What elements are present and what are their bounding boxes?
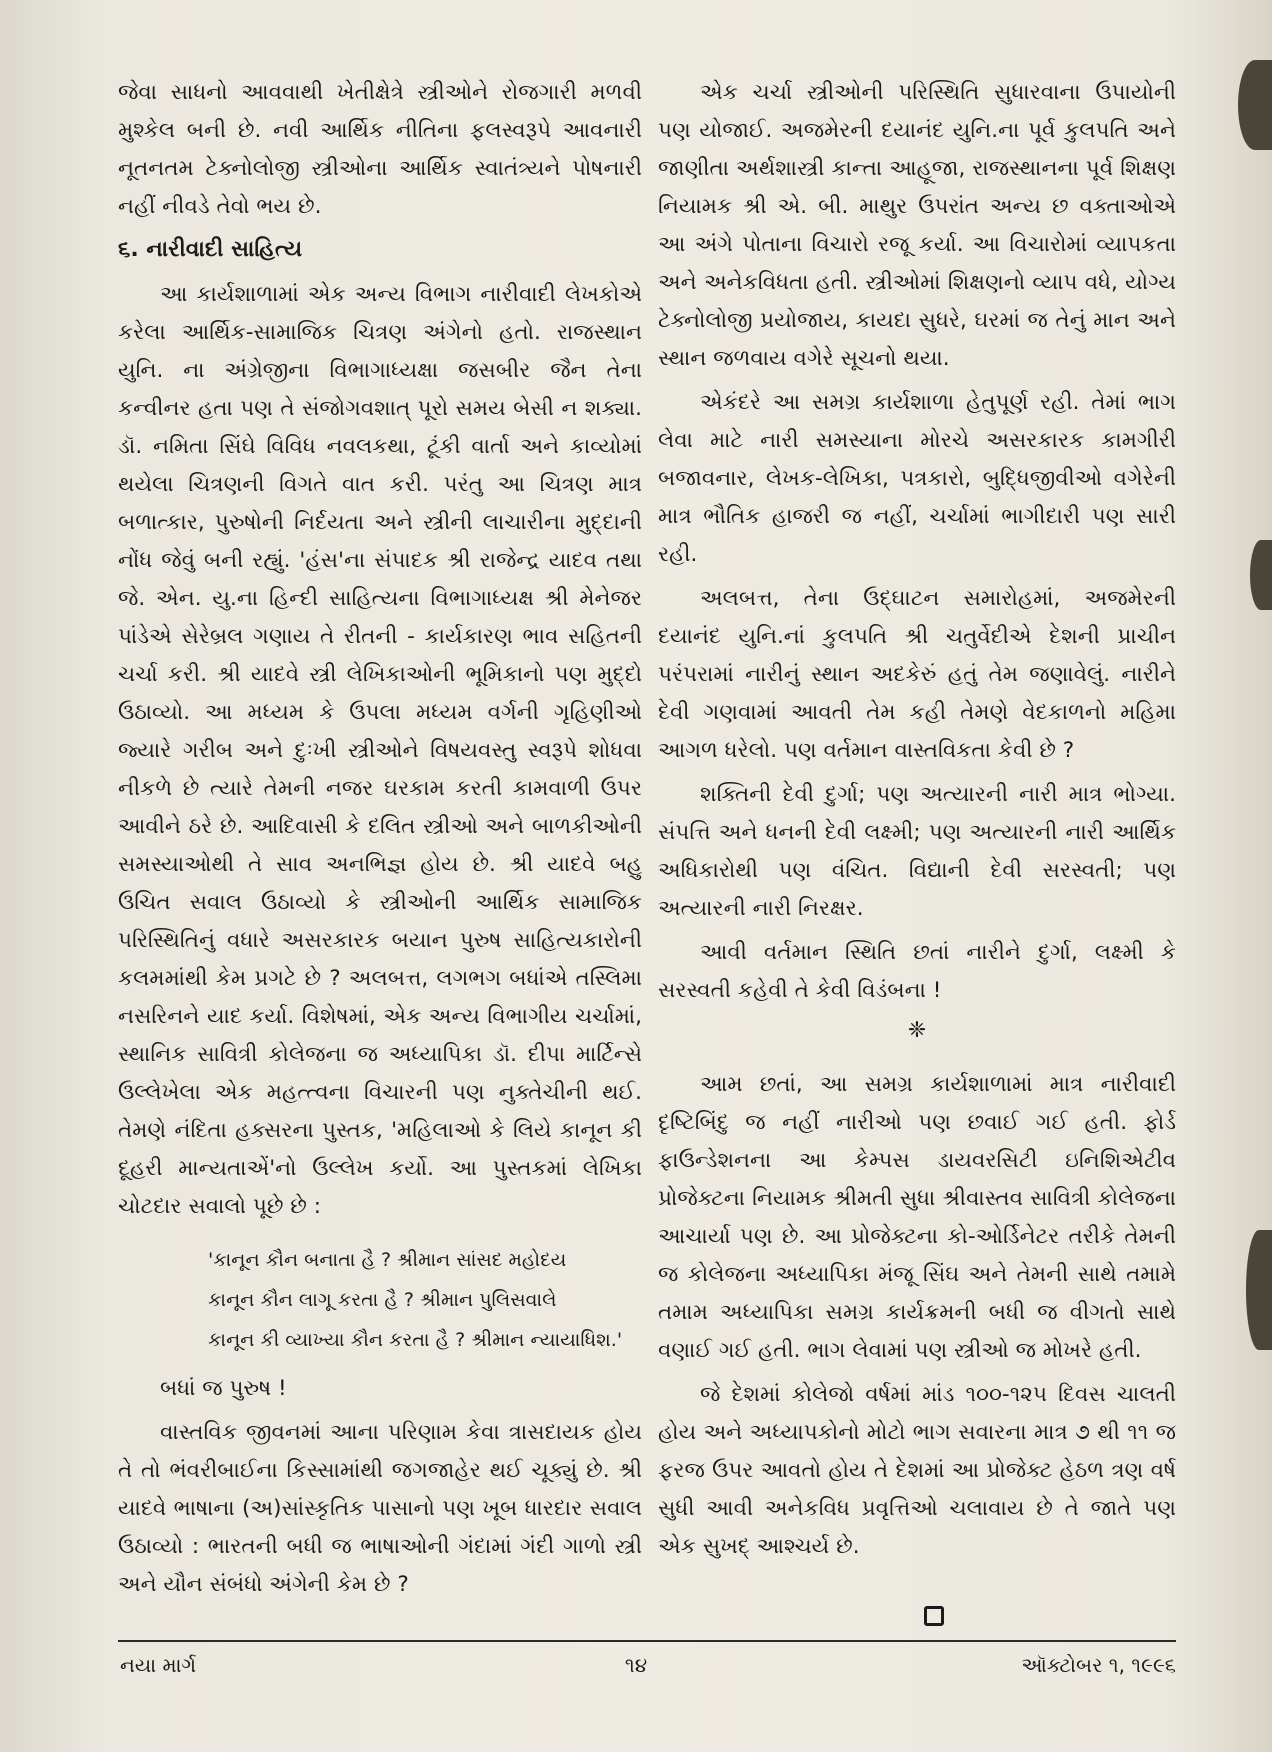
paragraph: વાસ્તવિક જીવનમાં આના પરિણામ કેવા ત્રાસદાયક હોય તે તો ભંવરીબાઈના કિસ્સામાંથી જગજાહેર થઈ ચૂક્યું છે. શ્રી યાદવે ભાષાના (અ)સાંસ્કૃતિક પાસાનો પણ ખૂબ ધારદાર સવાલ ઉઠાવ્યો : ભારતની બધી જ ભાષાઓની ગંદામાં ગંદી ગાળો સ્ત્રી અને યૌન સંબંધો અંગેની કેમ છે ? [118,1420,642,1597]
section-divider-ornament: ❈ [907,1018,927,1043]
footer-rule [118,1640,1176,1642]
paragraph: આવી વર્તમાન સ્થિતિ છતાં નારીને દુર્ગા, લક્ષ્મી કે સરસ્વતી કહેવી તે કેવી વિડંબના ! [658,940,1176,1003]
end-of-article-box [924,1606,944,1626]
paragraph: એક ચર્ચા સ્ત્રીઓની પરિસ્થિતિ સુધારવાના ઉપાયોની પણ યોજાઈ. અજમેરની દયાનંદ યુનિ.ના પૂર્વ કુલપતિ અને જાણીતા અર્થશાસ્ત્રી કાન્તા આહૂજા, રાજસ્થાનના પૂર્વ શિક્ષણ નિયામક શ્રી એ. બી. માથુર ઉપરાંત અન્ય છ વક્તાઓએ આ અંગે પોતાના વિચારો રજૂ કર્યા. આ વિચારોમાં વ્યાપકતા અને અનેકવિધતા હતી. સ્ત્રીઓમાં શિક્ષણનો વ્યાપ વધે, યોગ્ય ટેક્નોલોજી પ્રયોજાય, કાયદા સુધરે, ઘરમાં જ તેનું માન અને સ્થાન જળવાય વગેરે સૂચનો થયા. [658,80,1176,371]
emphasis-line: બધાં જ પુરુષ ! [160,1376,287,1401]
section-heading: ૬. નારીવાદી સાહિત્ય [118,237,303,262]
footer-date: ઑક્ટોબર ૧, ૧૯૯૬ [1021,1653,1176,1677]
paper-tear-mark [1238,60,1272,150]
quote-line: કાનૂન કૌન લાગૂ કરતા હૈ ? શ્રીમાન પુલિસવાલે [208,1289,557,1311]
paragraph: જે દેશમાં કોલેજો વર્ષમાં માંડ ૧૦૦-૧૨૫ દિવસ ચાલતી હોય અને અધ્યાપકોનો મોટો ભાગ સવારના માત્ર ૭ થી ૧૧ જ ફરજ ઉપર આવતો હોય તે દેશમાં આ પ્રોજેક્ટ હેઠળ ત્રણ વર્ષ સુધી આવી અનેકવિધ પ્રવૃત્તિઓ ચલાવાય છે તે જાતે પણ એક સુખદ્ આશ્ચર્ય છે. [658,1382,1176,1559]
paragraph: આમ છતાં, આ સમગ્ર કાર્યશાળામાં માત્ર નારીવાદી દૃષ્ટિબિંદુ જ નહીં નારીઓ પણ છવાઈ ગઈ હતી. ફોર્ડ ફાઉન્ડેશનના આ કેમ્પસ ડાયવરસિટી ઇનિશિએટીવ પ્રોજેક્ટના નિયામક શ્રીમતી સુધા શ્રીવાસ્તવ સાવિત્રી કોલેજના આચાર્યા પણ છે. આ પ્રોજેક્ટના કો-ઓર્ડિનેટર તરીકે તેમની જ કોલેજના અધ્યાપિકા મંજૂ સિંઘ અને તેમની સાથે તમામે તમામ અધ્યાપિકા સમગ્ર કાર્યક્રમની બધી જ વીગતો સાથે વણાઈ ગઈ હતી. ભાગ લેવામાં પણ સ્ત્રીઓ જ મોખરે હતી. [658,1072,1176,1363]
paragraph: આ કાર્યશાળામાં એક અન્ય વિભાગ નારીવાદી લેખકોએ કરેલા આર્થિક-સામાજિક ચિત્રણ અંગેનો હતો. રાજસ્થાન યુનિ. ના અંગ્રેજીના વિભાગાધ્યક્ષા જસબીર જૈન તેના કન્વીનર હતા પણ તે સંજોગવશાત્ પૂરો સમય બેસી ન શક્યા. ડૉ. નમિતા સિંઘે વિવિધ નવલકથા, ટૂંકી વાર્તા અને કાવ્યોમાં થયેલા ચિત્રણની વિગતે વાત કરી. પરંતુ આ ચિત્રણ માત્ર બળાત્કાર, પુરુષોની નિર્દયતા અને સ્ત્રીની લાચારીના મુદ્દાની નોંધ જેવું બની રહ્યું. 'હંસ'ના સંપાદક શ્રી રાજેન્દ્ર યાદવ તથા જે. એન. યુ.ના હિન્દી સાહિત્યના વિભાગાધ્યક્ષ શ્રી મેનેજર પાંડેએ સેરેબ્રલ ગણાય તે રીતની - કાર્યકારણ ભાવ સહિતની ચર્ચા કરી. શ્રી યાદવે સ્ત્રી લેખિકાઓની ભૂમિકાનો પણ મુદ્દો ઉઠાવ્યો. આ મધ્યમ કે ઉપલા મધ્યમ વર્ગની ગૃહિણીઓ જ્યારે ગરીબ અને દુઃખી સ્ત્રીઓને વિષયવસ્તુ સ્વરૂપે શોધવા નીકળે છે ત્યારે તેમની નજર ઘરકામ કરતી કામવાળી ઉપર આવીને ઠરે છે. આદિવાસી કે દલિત સ્ત્રીઓ અને બાળકીઓની સમસ્યાઓથી તે સાવ અનભિજ્ઞ હોય છે. શ્રી યાદવે બહુ ઉચિત સવાલ ઉઠાવ્યો કે સ્ત્રીઓની આર્થિક સામાજિક પરિસ્થિતિનું વધારે અસરકારક બયાન પુરુષ સાહિત્યકારોની કલમમાંથી કેમ પ્રગટે છે ? અલબત્ત, લગભગ બધાંએ તસ્લિમા નસરિનને યાદ કર્યા. વિશેષમાં, એક અન્ય વિભાગીય ચર્ચામાં, સ્થાનિક સાવિત્રી કોલેજના જ અધ્યાપિકા ડૉ. દીપા માર્ટિન્સે ઉલ્લેખેલા એક મહત્ત્વના વિચારની પણ નુક્તેચીની થઈ. તેમણે નંદિતા હક્સરના પુસ્તક, 'મહિલાઓ કે લિયે કાનૂન કી દૂહરી માન્યતાએં'નો ઉલ્લેખ કર્યો. આ પુસ્તકમાં લેખિકા ચોટદાર સવાલો પૂછે છે : [118,282,642,1219]
paper-tear-mark [1246,1230,1272,1350]
left-column [118,74,642,1610]
paragraph: અલબત્ત, તેના ઉદ્ઘાટન સમારોહમાં, અજમેરની દયાનંદ યુનિ.નાં કુલપતિ શ્રી ચતુર્વેદીએ દેશની પ્રાચીન પરંપરામાં નારીનું સ્થાન અદકેરું હતું તેમ જણાવેલું. નારીને દેવી ગણવામાં આવતી તેમ કહી તેમણે વેદકાળનો મહિમા આગળ ધરેલો. પણ વર્તમાન વાસ્તવિકતા કેવી છે ? [658,586,1176,763]
quote-line: 'કાનૂન કૌન બનાતા હૈ ? શ્રીમાન સાંસદ મહોદય [208,1249,567,1271]
paper-tear-mark [1250,540,1272,610]
paragraph: શક્તિની દેવી દુર્ગા; પણ અત્યારની નારી માત્ર ભોગ્યા. સંપત્તિ અને ધનની દેવી લક્ષ્મી; પણ અત્યારની નારી આર્થિક અધિકારોથી પણ વંચિત. વિદ્યાની દેવી સરસ્વતી; પણ અત્યારની નારી નિરક્ષર. [658,782,1176,921]
block-quote [208,1240,642,1360]
quote-line: કાનૂન કી વ્યાખ્યા કૌન કરતા હૈ ? શ્રીમાન ન્યાયાધિશ.' [208,1329,623,1351]
footer-magazine-name: નયા માર્ગ [120,1653,197,1677]
footer-page-number: ૧૪ [624,1653,648,1677]
paragraph: એકંદરે આ સમગ્ર કાર્યશાળા હેતુપૂર્ણ રહી. તેમાં ભાગ લેવા માટે નારી સમસ્યાના મોરચે અસરકારક કામગીરી બજાવનાર, લેખક-લેખિકા, પત્રકારો, બુદ્ધિજીવીઓ વગેરેની માત્ર ભૌતિક હાજરી જ નહીં, ચર્ચામાં ભાગીદારી પણ સારી રહી. [658,390,1176,567]
paragraph: જેવા સાધનો આવવાથી ખેતીક્ષેત્રે સ્ત્રીઓને રોજગારી મળવી મુશ્કેલ બની છે. નવી આર્થિક નીતિના ફલસ્વરૂપે આવનારી નૂતનતમ ટેક્નોલોજી સ્ત્રીઓના આર્થિક સ્વાતંત્ર્યને પોષનારી નહીં નીવડે તેવો ભય છે. [118,80,642,219]
right-column [658,74,1176,1572]
